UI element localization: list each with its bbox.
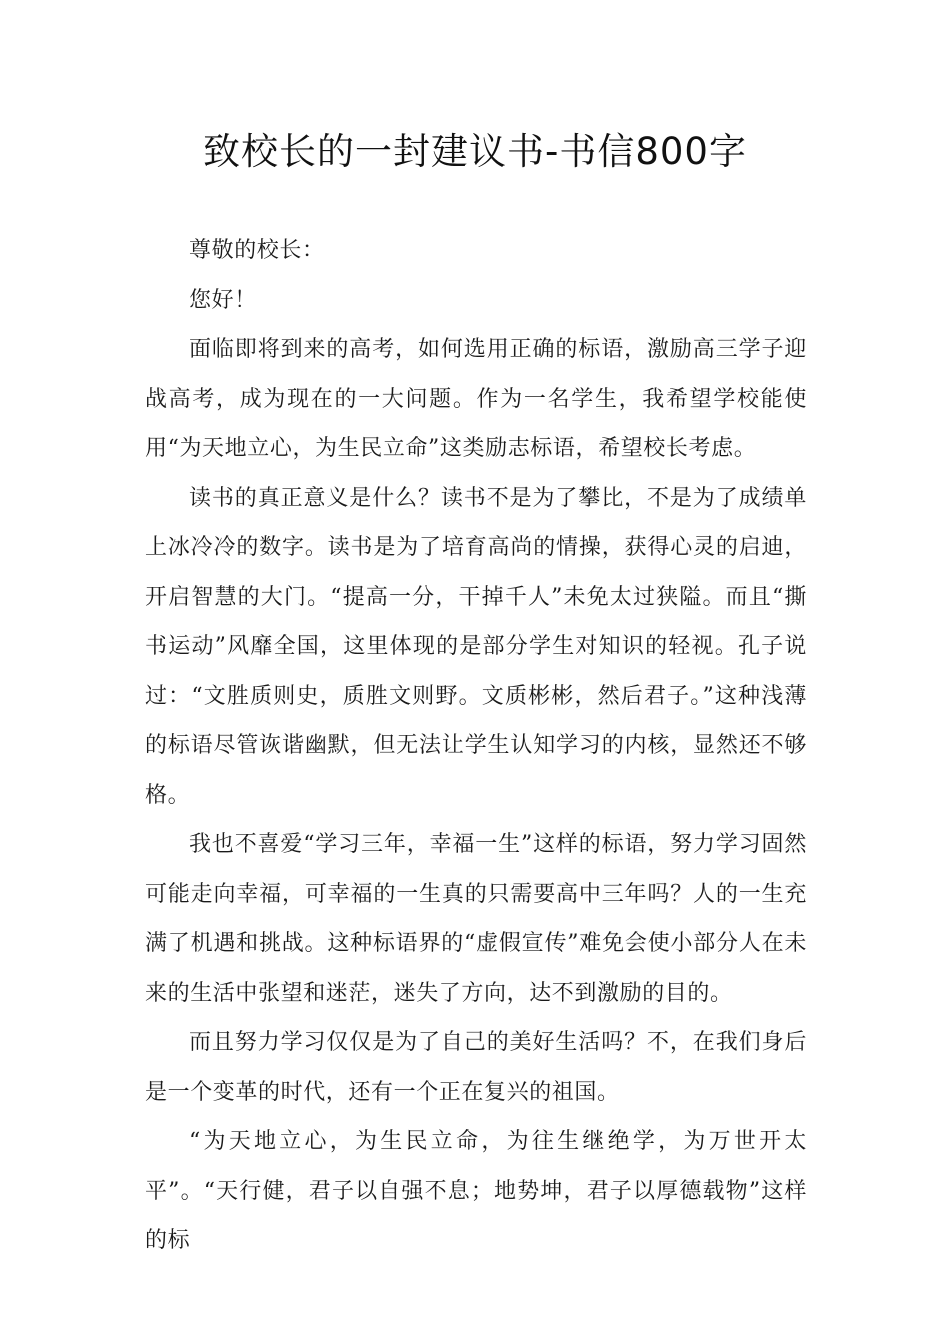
salutation: 尊敬的校长： (189, 238, 325, 263)
document-title: 致校长的一封建议书-书信800字 (203, 130, 747, 173)
document-body (145, 226, 807, 1266)
paragraph: “为天地立心，为生民立命，为往生继绝学，为万世开太平”。“天行健，君子以自强不息；地势坤，君子以厚德载物”这样的标 (145, 1129, 807, 1253)
greeting: 您好！ (189, 287, 257, 313)
paragraph: 面临即将到来的高考，如何选用正确的标语，激励高三学子迎战高考，成为现在的一大问题。作为一名学生，我希望学校能使用“为天地立心，为生民立命”这类励志标语，希望校长考虑。 (145, 337, 807, 461)
paragraph: 而且努力学习仅仅是为了自己的美好生活吗？不，在我们身后是一个变革的时代，还有一个正在复兴的祖国。 (145, 1030, 807, 1105)
paragraph: 读书的真正意义是什么？读书不是为了攀比，不是为了成绩单上冰冷冷的数字。读书是为了培育高尚的情操，获得心灵的启迪，开启智慧的大门。“提高一分，干掉千人”未免太过狭隘。而且“撕书运动”风靡全国，这里体现的是部分学生对知识的轻视。孔子说过：“文胜质则史，质胜文则野。文质彬彬，然后君子。”这种浅薄的标语尽管诙谐幽默，但无法让学生认知学习的内核，显然还不够格。 (145, 485, 807, 808)
paragraph: 我也不喜爱“学习三年，幸福一生”这样的标语，努力学习固然可能走向幸福，可幸福的一生真的只需要高中三年吗？人的一生充满了机遇和挑战。这种标语界的“虚假宣传”难免会使小部分人在未来的生活中张望和迷茫，迷失了方向，达不到激励的目的。 (145, 832, 807, 1006)
